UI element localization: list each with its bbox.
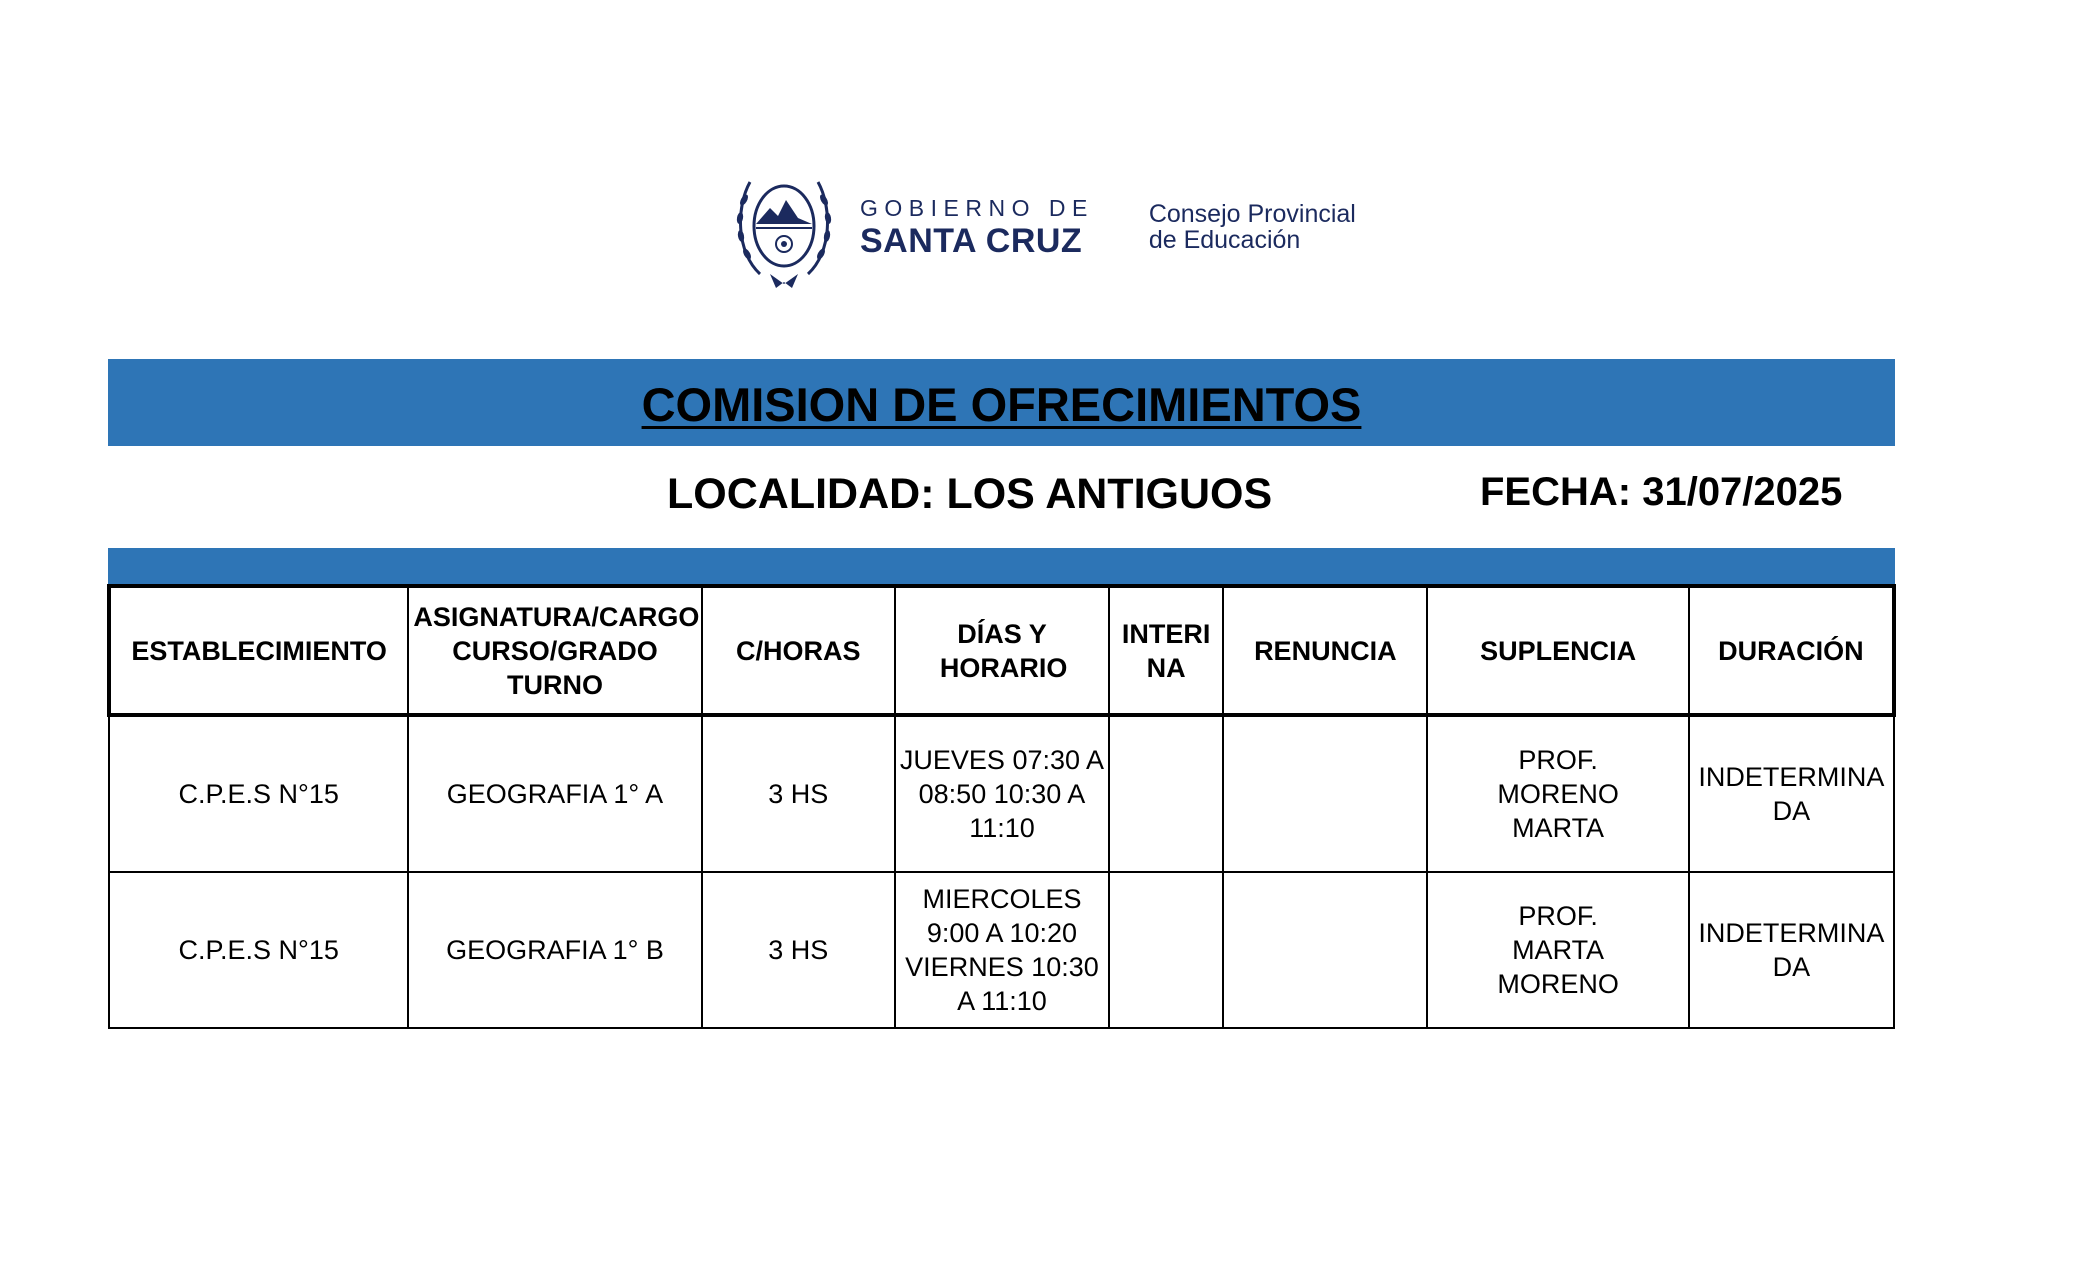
cell-duracion: INDETERMINADA bbox=[1689, 715, 1894, 872]
coat-of-arms-icon bbox=[730, 162, 838, 292]
cell-dias-horario: JUEVES 07:30 A 08:50 10:30 A 11:10 bbox=[895, 715, 1109, 872]
locality-label: LOCALIDAD: LOS ANTIGUOS bbox=[667, 470, 1273, 518]
table-top-band bbox=[108, 548, 1895, 584]
cell-renuncia bbox=[1223, 872, 1427, 1028]
gov-line-2: SANTA CRUZ bbox=[860, 221, 1083, 260]
col-header-suplencia: SUPLENCIA bbox=[1427, 586, 1688, 715]
title-band bbox=[108, 359, 1895, 446]
cell-horas: 3 HS bbox=[702, 715, 895, 872]
col-header-horas: C/HORAS bbox=[702, 586, 895, 715]
cell-interina bbox=[1109, 715, 1223, 872]
cell-suplencia: PROF. MARTA MORENO bbox=[1427, 872, 1688, 1028]
cell-suplencia: PROF. MORENO MARTA bbox=[1427, 715, 1688, 872]
cell-dias-horario: MIERCOLES 9:00 A 10:20 VIERNES 10:30 A 11:10 bbox=[895, 872, 1109, 1028]
offers-table bbox=[107, 584, 1896, 1029]
cell-establecimiento: C.P.E.S N°15 bbox=[109, 715, 408, 872]
col-header-interina: INTERINA bbox=[1109, 586, 1223, 715]
col-header-duracion: DURACIÓN bbox=[1689, 586, 1894, 715]
council-name bbox=[1149, 201, 1356, 253]
table-header-row bbox=[109, 586, 1894, 715]
cell-asignatura: GEOGRAFIA 1° A bbox=[408, 715, 701, 872]
cell-horas: 3 HS bbox=[702, 872, 895, 1028]
gov-line-1: GOBIERNO DE bbox=[860, 194, 1094, 221]
col-header-renuncia: RENUNCIA bbox=[1223, 586, 1427, 715]
cell-asignatura: GEOGRAFIA 1° B bbox=[408, 872, 701, 1028]
government-logo bbox=[730, 162, 1356, 292]
table-row bbox=[109, 715, 1894, 872]
page-title: COMISION DE OFRECIMIENTOS bbox=[641, 378, 1362, 431]
cell-renuncia bbox=[1223, 715, 1427, 872]
table-row bbox=[109, 872, 1894, 1028]
col-header-establecimiento: ESTABLECIMIENTO bbox=[109, 586, 408, 715]
cell-establecimiento: C.P.E.S N°15 bbox=[109, 872, 408, 1028]
government-name bbox=[860, 194, 1094, 260]
cell-interina bbox=[1109, 872, 1223, 1028]
council-line-1: Consejo Provincial bbox=[1148, 200, 1356, 228]
date-label: FECHA: 31/07/2025 bbox=[1480, 470, 1843, 514]
col-header-dias-horario: DÍAS Y HORARIO bbox=[895, 586, 1109, 715]
cell-duracion: INDETERMINADA bbox=[1689, 872, 1894, 1028]
col-header-asignatura: ASIGNATURA/CARGO CURSO/GRADO TURNO bbox=[408, 586, 701, 715]
council-line-2: de Educación bbox=[1148, 226, 1301, 254]
